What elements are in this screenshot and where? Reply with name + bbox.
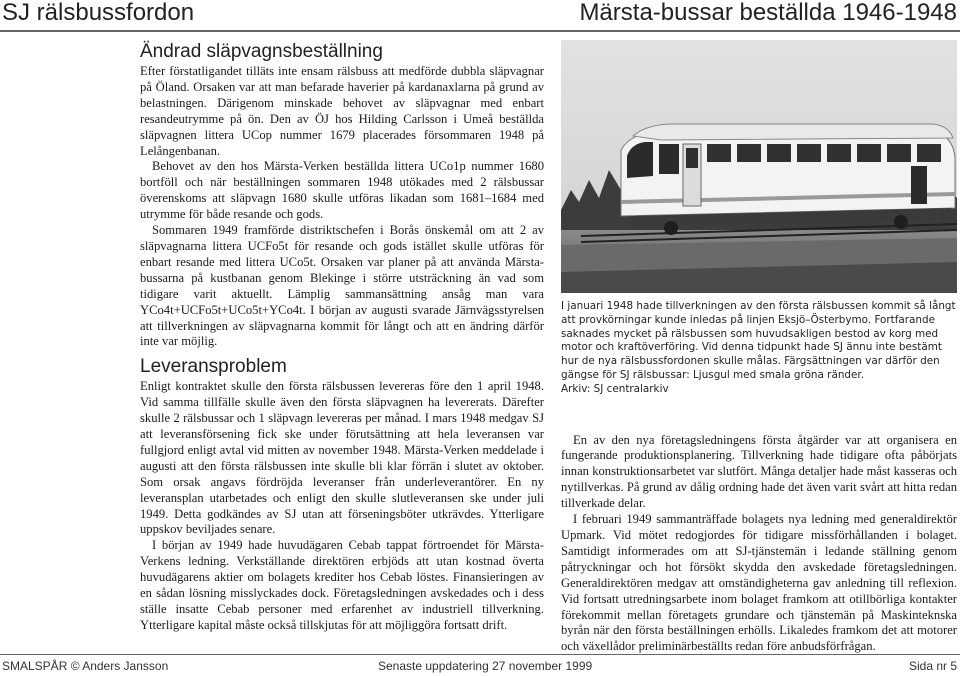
paragraph: I början av 1949 hade huvudägaren Cebab tappat förtroendet för Märsta-Verkens ledning. Verkställande direktören erbjöds att utan kostnad överta huvudägarens aktier om bolagets krediter hos Cebab löstes. Finansieringen av en sådan lösning misslyckades dock. Företagsledningen avskedades och i dess ställe insatte Cebab personer med erfarenhet av industriell tillverkning. Ytterligare kapital måste också tillskjutas för att möjliggöra fortsatt drift.	[140, 538, 544, 632]
paragraph: En av den nya företagsledningens första åtgärder var att organisera en fungerande produktionsplanering. Tillverkning hade tidigare ofta påbörjats innan konstruktionsarbetet var slutfört. Många detaljer hade måst kasseras och nytillverkas. På grund av dålig ordning hade det även varit svårt att hitta redan tillverkade delar.	[561, 432, 957, 511]
caption-credit: Arkiv: SJ centralarkiv	[561, 382, 669, 395]
page-title: Märsta-bussar beställda 1946-1948	[579, 0, 957, 26]
left-column	[140, 40, 544, 634]
header-rule	[0, 30, 960, 32]
railbus-photo	[561, 40, 957, 293]
section-heading-leveransproblem: Leveransproblem	[140, 356, 287, 378]
site-title: SJ rälsbussfordon	[2, 0, 195, 26]
right-body	[561, 433, 957, 656]
footer-rule	[0, 654, 960, 655]
paragraph: I februari 1949 sammanträffade bolagets nya ledning med generaldirektör Upmark. Vid mötet redogjordes för tidigare missförhållanden i bolaget. Samtidigt informerades om att SJ-tjänstemän i ledande ställning genom påtryckningar och hot försökt skydda den avskedade företagsledningen. Generaldirektören medgav att omständigheterna gav anledning till reflexion. Vid fortsatt utredningsarbete inom bolaget framkom att otillbörliga kontakter förekommit mellan företagets grundare och tjänstemän på Maskinteknska byrån när den första beställningen erhölls. Likaledes framkom det att motorer och växellådor preliminärbeställts redan före anbudsförfrågan.	[561, 512, 957, 654]
paragraph: Sommaren 1949 framförde distriktschefen i Borås önskemål om att 2 av släpvagnarna littera UCFo5t för resande och gods istället skulle utföras för enbart resande med littera UCo5t. Orsaken var planer på att använda Märsta-bussarna på kustbanan genom Blekinge i större utsträckning än vad som tidigare varit aktuellt. Lämplig sammansättning ansåg man vara YCo4t+UCFo5t+UCo5t+YCo4t. I början av augusti svarade Järnvägsstyrelsen att tillverkningen av släpvagnarna kommit för långt och att en ändring därför inte var möjlig.	[140, 223, 544, 349]
paragraph: Behovet av den hos Märsta-Verken beställda littera UCo1p nummer 1680 bortföll och när beställningen sommaren 1948 utökades med 2 rälsbussar överenskoms att släpvagn 1680 skulle utföras likadan som 1681–1684 med utrymme för både resande och gods.	[140, 159, 544, 222]
footer-page-number: Sida nr 5	[908, 659, 957, 673]
paragraph: Efter förstatligandet tilläts inte ensam rälsbuss att medförde dubbla släpvagnar på Öland. Orsaken var att man befarade haverier på kardanaxlarna på grund av belastningen. Därigenom minskade behovet av släpvagnar med enbart resandeutrymme på ön. Den av ÖJ hos Hilding Carlsson i Umeå beställda släpvagnen littera UCop nummer 1679 placerades försommaren 1948 på Lelångenbanan.	[140, 64, 544, 158]
footer-copyright: SMALSPÅR © Anders Jansson	[2, 659, 169, 673]
railbus-illustration	[561, 40, 957, 293]
footer-updated: Senaste uppdatering 27 november 1999	[378, 659, 593, 673]
page-header	[0, 0, 960, 30]
caption-text: I januari 1948 hade tillverkningen av den första rälsbussen kommit så långt att provkörningar kunde inledas på linjen Eksjö–Österbymo. Fortfarande saknades mycket på rälsbussen som huvudsakligen bestod av korg med motor och kraftöverföring. Vid denna tidpunkt hade SJ ännu inte bestämt hur de nya rälsbussfordonen skulle målas. Färgsättningen var därför den gängse för SJ rälsbussar: Ljusgul med smala gröna ränder.	[561, 300, 956, 381]
paragraph: Enligt kontraktet skulle den första rälsbussen levereras före den 1 april 1948. Vid samma tillfälle skulle även den första släpvagnen ha levererats. Därefter skulle 2 rälsbussar och 1 släpvagn levereras per månad. I mars 1948 medgav SJ att leveransförsening fick ske under förutsättning att hela leveransen var fullgjord enligt avtal vid mitten av november 1948. Märsta-Verken meddelade i augusti att den första rälsbussen inte skulle bli klar förrän i slutet av oktober. Som orsak angavs fördröjda leveranser från underleverantörer. En ny leveransplan utarbetades och enligt den skulle slutleveransen ske under juli 1949. Detta godkändes av SJ utan att förseningsböter utkrävdes. Ytterligare uppskov beviljades senare.	[140, 379, 544, 537]
section-heading-slapvagn: Ändrad släpvagnsbeställning	[140, 41, 383, 62]
right-column	[561, 40, 957, 655]
photo-caption	[561, 300, 957, 397]
